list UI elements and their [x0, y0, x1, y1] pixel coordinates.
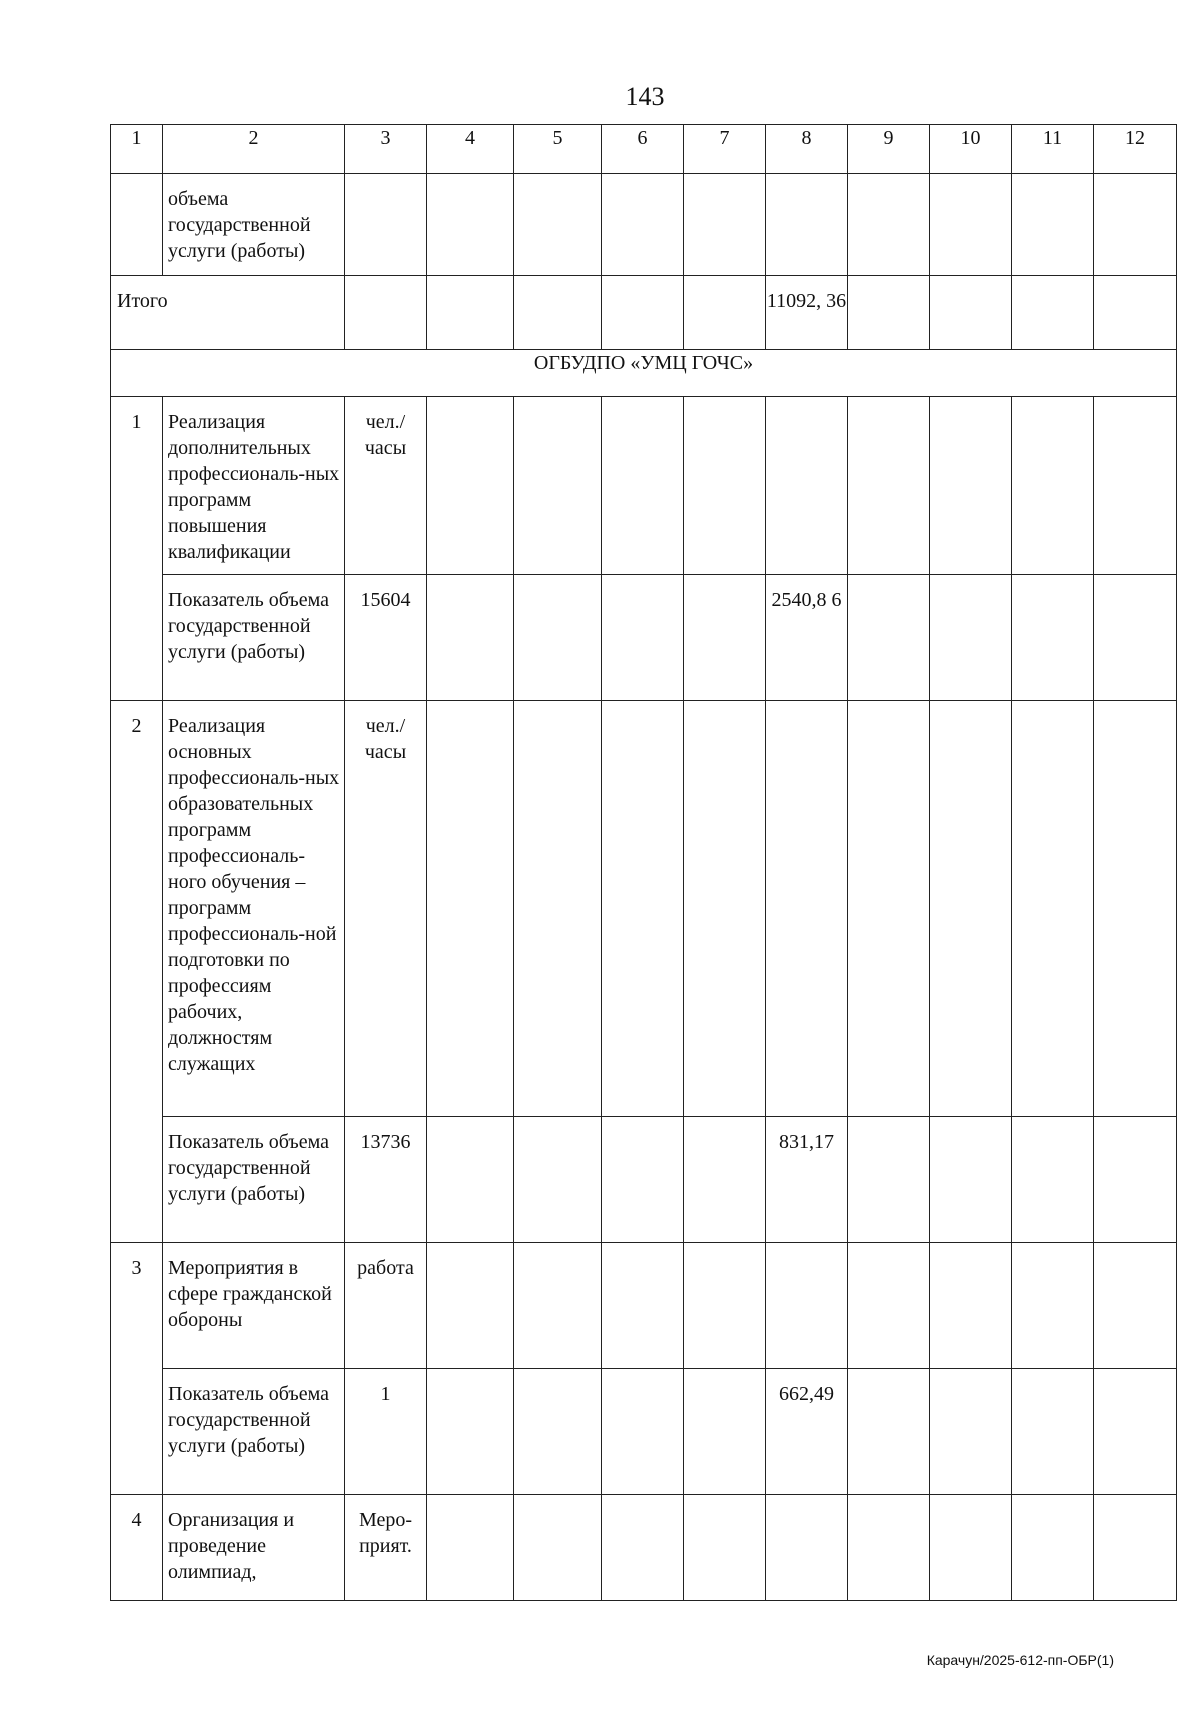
table-row — [111, 1495, 1177, 1601]
table-row — [111, 575, 1177, 701]
header-cell: 8 — [766, 125, 848, 174]
row-number: 2 — [111, 701, 163, 1243]
row-number: 3 — [111, 1243, 163, 1495]
indicator-value: 13736 — [345, 1117, 427, 1243]
page-number: 143 — [625, 82, 665, 111]
indicator-value: 15604 — [345, 575, 427, 701]
total-row — [111, 276, 1177, 350]
service-name: Реализация основных профессиональ-ных образовательных программ профессиональ-ного обучения – программ профессиональ-ной подготовки по профессиям рабочих, должностям служащих — [163, 701, 345, 1117]
unit-cell: чел./ часы — [345, 397, 427, 575]
table-row — [111, 701, 1177, 1117]
budget-table — [110, 124, 1177, 1601]
amount-cell: 662,49 — [766, 1369, 848, 1495]
indicator-name: Показатель объема государственной услуги (работы) — [163, 1369, 345, 1495]
indicator-name: Показатель объема государственной услуги (работы) — [163, 1117, 345, 1243]
unit-cell: Меро-прият. — [345, 1495, 427, 1601]
table-row — [111, 1243, 1177, 1369]
section-title: ОГБУДПО «УМЦ ГОЧС» — [111, 350, 1177, 397]
indicator-name: объема государственной услуги (работы) — [163, 174, 345, 276]
indicator-value: 1 — [345, 1369, 427, 1495]
header-cell: 1 — [111, 125, 163, 174]
header-cell: 2 — [163, 125, 345, 174]
service-name: Реализация дополнительных профессиональ-ных программ повышения квалификации — [163, 397, 345, 575]
indicator-name: Показатель объема государственной услуги (работы) — [163, 575, 345, 701]
header-cell: 3 — [345, 125, 427, 174]
amount-cell: 2540,8 6 — [766, 575, 848, 701]
header-cell: 11 — [1012, 125, 1094, 174]
header-cell: 4 — [427, 125, 514, 174]
header-cell: 6 — [602, 125, 684, 174]
header-row — [111, 125, 1177, 174]
row-number: 1 — [111, 397, 163, 701]
header-cell: 7 — [684, 125, 766, 174]
section-row — [111, 350, 1177, 397]
header-cell: 9 — [848, 125, 930, 174]
table-row — [111, 1117, 1177, 1243]
amount-cell: 831,17 — [766, 1117, 848, 1243]
header-cell: 12 — [1094, 125, 1177, 174]
service-name: Мероприятия в сфере гражданской обороны — [163, 1243, 345, 1369]
unit-cell: чел./ часы — [345, 701, 427, 1117]
document-code: Карачун/2025-612-пп-ОБР(1) — [926, 1652, 1114, 1668]
unit-cell: работа — [345, 1243, 427, 1369]
table-row — [111, 397, 1177, 575]
total-label: Итого — [111, 276, 345, 350]
total-value: 11092, 36 — [766, 276, 848, 350]
table-row — [111, 174, 1177, 276]
header-cell: 10 — [930, 125, 1012, 174]
header-cell: 5 — [514, 125, 602, 174]
service-name: Организация и проведение олимпиад, — [163, 1495, 345, 1601]
row-number: 4 — [111, 1495, 163, 1601]
table-row — [111, 1369, 1177, 1495]
